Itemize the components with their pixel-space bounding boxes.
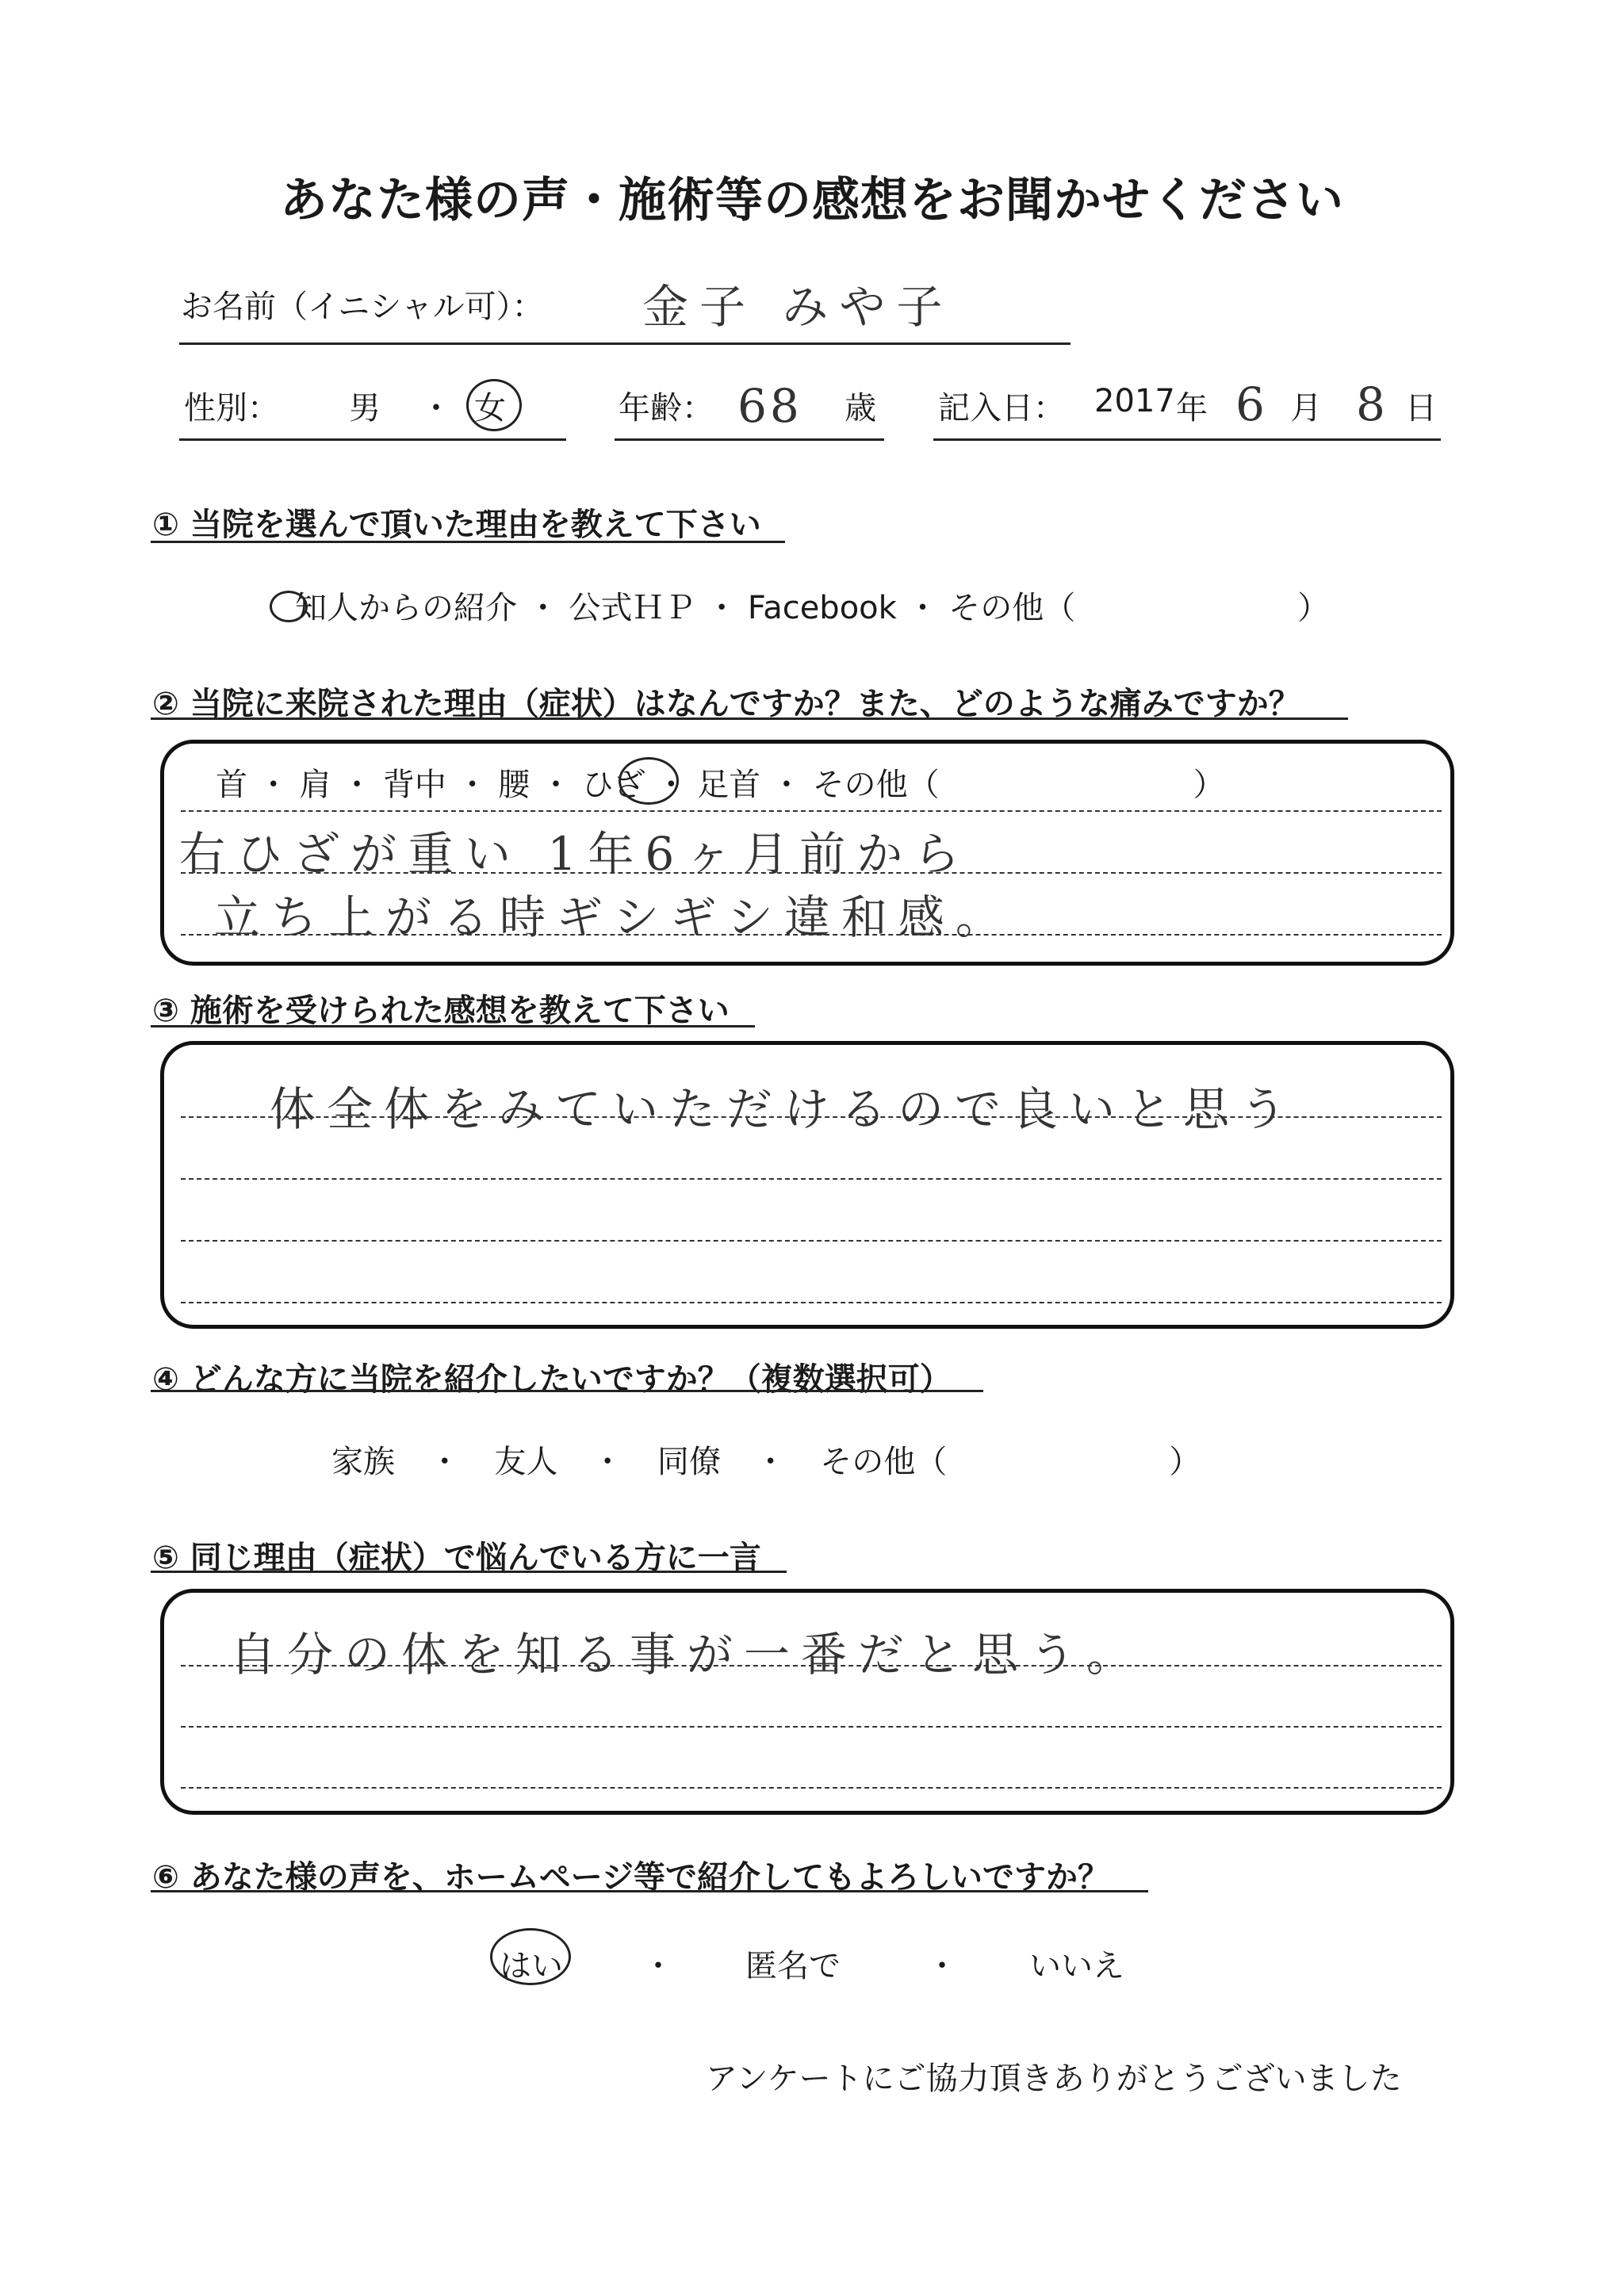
gender-option-male[interactable]: 男 (349, 390, 381, 427)
option-no[interactable]: いいえ (1029, 1948, 1124, 1984)
question-2-answer-line-1: 右ひざが重い 1年6ヶ月前から (179, 827, 971, 881)
answer-line (181, 810, 1442, 812)
answer-line (181, 1302, 1442, 1303)
selected-symptom-circle (619, 757, 679, 805)
question-2-options[interactable]: 首 ・ 肩 ・ 背中 ・ 腰 ・ ひざ ・ 足首 ・ その他（ ） (216, 767, 1225, 803)
age-value[interactable]: 68 (737, 379, 802, 433)
question-3-answer-line-1: 体全体をみていただけるので良いと思う (270, 1082, 1298, 1136)
day-unit: 日 (1405, 390, 1437, 427)
date-label: 記入日： (938, 390, 1065, 427)
age-unit: 歳 (845, 390, 876, 427)
date-year: 2017 (1094, 383, 1175, 419)
age-label: 年齢： (619, 390, 714, 427)
question-5-answer-line-1: 自分の体を知る事が一番だと思う。 (230, 1628, 1144, 1682)
page-title: あなた様の声・施術等の感想をお聞かせください (280, 173, 1344, 228)
selected-consent-circle (490, 1928, 571, 1985)
answer-line (181, 1665, 1442, 1667)
question-4-options[interactable]: 家族 ・ 友人 ・ 同僚 ・ その他（ ） (331, 1444, 1201, 1480)
gender-label: 性別： (184, 390, 279, 427)
option-yes[interactable]: はい (500, 1948, 563, 1984)
month-unit: 月 (1290, 390, 1322, 427)
question-2: ② 当院に来院された理由（症状）はなんですか？また、どのような痛みですか？ (152, 686, 1300, 722)
option-anonymous[interactable]: 匿名で (745, 1948, 841, 1984)
gender-underline (179, 438, 566, 441)
question-1: ① 当院を選んで頂いた理由を教えて下さい (152, 507, 761, 543)
name-underline (179, 342, 1071, 345)
question-6-underline (151, 1890, 1148, 1892)
question-2-underline (151, 718, 1348, 720)
thanks-message: アンケートにご協力頂きありがとうございました (706, 2061, 1402, 2097)
option-separator: ・ (926, 1948, 958, 1984)
question-3: ③ 施術を受けられた感想を教えて下さい (152, 993, 730, 1029)
date-day[interactable]: 8 (1356, 377, 1396, 431)
gender-separator: ・ (420, 390, 452, 427)
gender-option-female[interactable]: 女 (474, 390, 506, 427)
question-3-underline (151, 1025, 755, 1027)
question-6: ⑥ あなた様の声を、ホームページ等で紹介してもよろしいですか？ (152, 1859, 1109, 1896)
question-2-answer-line-2: 立ち上がる時ギシギシ違和感。 (214, 890, 1013, 944)
question-4-underline (151, 1390, 983, 1392)
age-underline (615, 438, 884, 441)
option-separator: ・ (642, 1948, 674, 1984)
date-month[interactable]: 6 (1235, 377, 1276, 431)
date-underline (933, 438, 1441, 441)
answer-line (181, 1116, 1442, 1118)
name-label: お名前（イニシャル可）： (181, 289, 544, 325)
question-1-underline (151, 541, 785, 543)
answer-line (181, 1726, 1442, 1728)
question-1-options[interactable]: 知人からの紹介 ・ 公式ＨＰ ・ Facebook ・ その他（ ） (295, 590, 1330, 626)
year-unit: 年 (1176, 390, 1208, 427)
question-5: ⑤ 同じ理由（症状）で悩んでいる方に一言 (152, 1540, 761, 1576)
selected-gender-circle (466, 379, 522, 431)
answer-line (181, 1787, 1442, 1789)
name-value[interactable]: 金子 みや子 (642, 280, 954, 334)
question-5-underline (151, 1571, 787, 1573)
question-4: ④ どんな方に当院を紹介したいですか？（複数選択可） (152, 1361, 952, 1398)
answer-line (181, 1240, 1442, 1242)
selected-option-circle (270, 591, 308, 622)
answer-line (181, 1178, 1442, 1180)
